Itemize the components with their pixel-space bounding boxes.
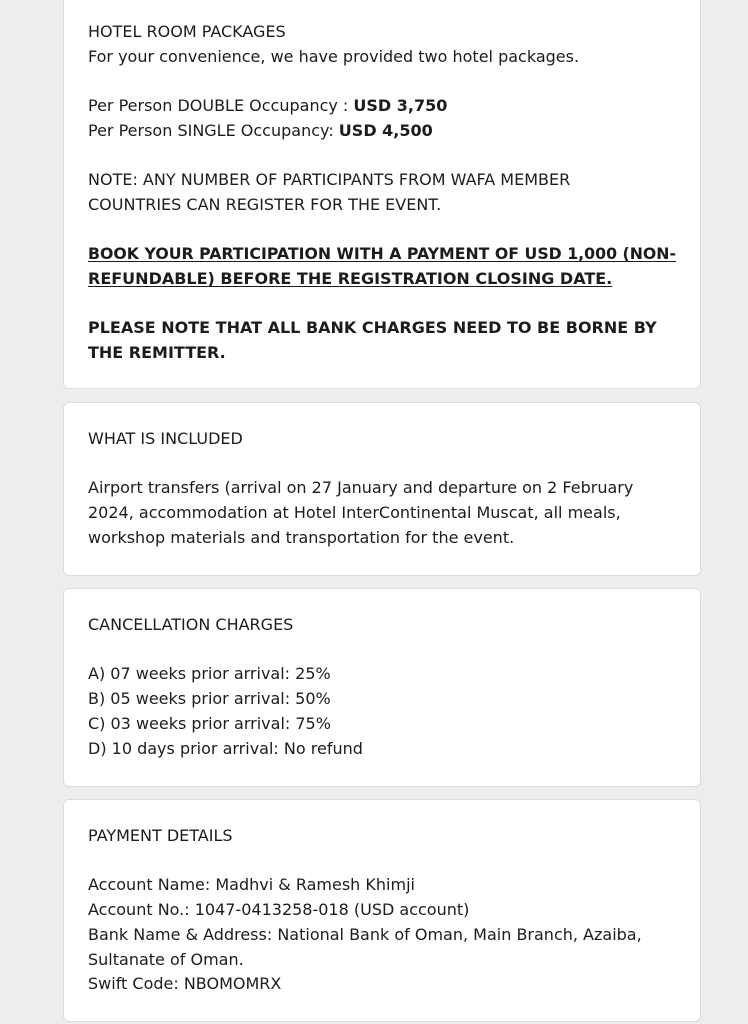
account-name: Account Name: Madhvi & Ramesh Khimji	[88, 875, 415, 895]
note-line-1: NOTE: ANY NUMBER OF PARTICIPANTS FROM WAFA MEMBER	[88, 170, 571, 190]
swift-code: Swift Code: NBOMOMRX	[88, 974, 282, 994]
cancellation-item: A) 07 weeks prior arrival: 25%	[88, 664, 331, 684]
cancellation-item: D) 10 days prior arrival: No refund	[88, 738, 363, 758]
booking-notice-line-1: BOOK YOUR PARTICIPATION WITH A PAYMENT OF USD 1,000 (NON-	[88, 244, 677, 264]
account-number: Account No.: 1047-0413258-018 (USD account)	[88, 900, 470, 920]
bank-charges-line-1: PLEASE NOTE THAT ALL BANK CHARGES NEED TO BE BORNE BY	[88, 318, 657, 338]
double-occupancy-price: USD 3,750	[353, 96, 448, 116]
cancellation-charges-card	[63, 588, 701, 787]
hotel-packages-card	[63, 0, 701, 389]
note-line-2: COUNTRIES CAN REGISTER FOR THE EVENT.	[88, 194, 442, 214]
included-line-2: 2024, accommodation at Hotel InterContinental Muscat, all meals,	[88, 503, 621, 523]
bank-charges-line-2: THE REMITTER.	[88, 343, 226, 363]
payment-heading: PAYMENT DETAILS	[88, 826, 233, 845]
hotel-packages-heading: HOTEL ROOM PACKAGES	[88, 22, 286, 41]
included-line-3: workshop materials and transportation for the event.	[88, 527, 515, 547]
cancellation-item: B) 05 weeks prior arrival: 50%	[88, 689, 331, 709]
double-occupancy-row	[88, 94, 680, 119]
single-occupancy-price: USD 4,500	[338, 120, 433, 140]
included-line-1: Airport transfers (arrival on 27 January and departure on 2 February	[88, 478, 634, 498]
single-occupancy-label: Per Person SINGLE Occupancy:	[88, 120, 339, 140]
booking-notice-line-2: REFUNDABLE) BEFORE THE REGISTRATION CLOSING DATE.	[88, 268, 613, 288]
what-is-included-card	[63, 402, 701, 576]
bank-address-line-2: Sultanate of Oman.	[88, 949, 244, 969]
single-occupancy-row	[88, 119, 680, 144]
payment-details-card	[63, 799, 701, 1022]
double-occupancy-label: Per Person DOUBLE Occupancy :	[88, 96, 354, 116]
cancellation-heading: CANCELLATION CHARGES	[88, 615, 294, 634]
included-heading: WHAT IS INCLUDED	[88, 429, 243, 448]
bank-address-line-1: Bank Name & Address: National Bank of Oman, Main Branch, Azaiba,	[88, 924, 642, 944]
hotel-packages-intro: For your convenience, we have provided two hotel packages.	[88, 46, 580, 66]
cancellation-item: C) 03 weeks prior arrival: 75%	[88, 713, 331, 733]
